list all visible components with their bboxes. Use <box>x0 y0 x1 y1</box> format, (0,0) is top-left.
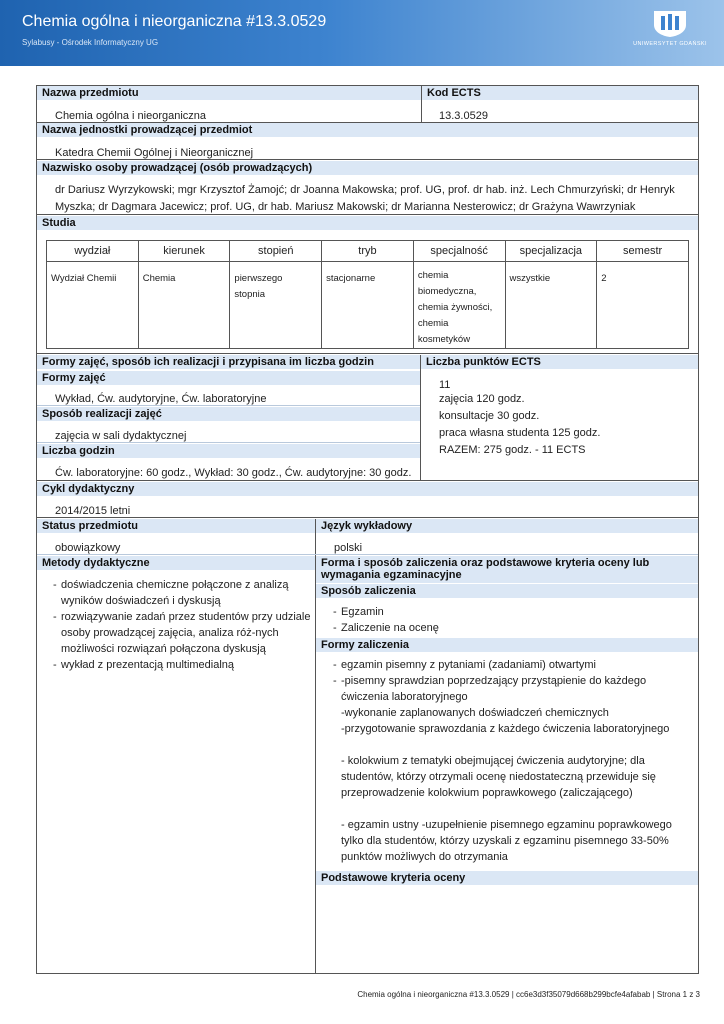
list-item: - doświadczenia chemiczne połączone z analizą wyników doświadczeń i dyskusją <box>53 577 311 609</box>
col-header-kierunek: kierunek <box>138 241 230 262</box>
list-item: - Zaliczenie na ocenę <box>333 620 693 636</box>
cell-kierunek: Chemia <box>138 262 230 349</box>
logo-text: UNIWERSYTET GDAŃSKI <box>633 41 707 47</box>
list-item: - egzamin pisemny z pytaniami (zadaniami) otwartymi <box>333 657 695 673</box>
list-item: - rozwiązywanie zadań przez studentów przy udziale osoby prowadzącej zajęcia, analiza róż-nych możliwości rozwiązań połączona dyskusją <box>53 609 311 657</box>
cell-stopien-line: stopnia <box>234 289 266 300</box>
cell-specjalnosc <box>413 262 505 349</box>
forms-value: Wykład, Ćw. audytoryjne, Ćw. laboratoryjne <box>55 393 267 405</box>
course-name-heading: Nazwa przedmiotu <box>37 86 421 100</box>
studies-heading: Studia <box>37 216 698 230</box>
cell-spec-line: chemia <box>417 318 449 329</box>
table-row <box>47 262 689 349</box>
page-subtitle: Sylabusy - Ośrodek Informatyczny UG <box>22 38 159 47</box>
list-item: - Egzamin <box>333 604 693 620</box>
language-heading: Język wykładowy <box>316 519 698 533</box>
divider <box>37 214 698 215</box>
spacer <box>341 737 695 753</box>
assessment-method-list <box>333 604 693 636</box>
page-footer: Chemia ogólna i nieorganiczna #13.3.0529 | cc6e3d3f35079d668b299bcfe4afabab | Strona 1 z 3 <box>357 990 700 999</box>
cell-spec-line: kosmetyków <box>417 334 471 345</box>
assessment-paragraph: - egzamin ustny -uzupełnienie pisemnego egzaminu poprawkowego tylko dla studentów, którzy uzyskali z egzaminu pisemnego 33-50% punktów możliwych do otrzymania <box>341 819 672 863</box>
studies-header-row <box>47 241 689 262</box>
assessment-heading-line: wymagania egzaminacyjne <box>321 569 462 581</box>
list-item: - wykład z prezentacją multimedialną <box>53 657 311 673</box>
method-value: zajęcia w sali dydaktycznej <box>55 430 187 442</box>
divider <box>37 353 698 354</box>
cell-semestr: 2 <box>597 262 689 349</box>
cycle-heading: Cykl dydaktyczny <box>37 482 698 496</box>
methods-list <box>53 577 311 673</box>
status-value: obowiązkowy <box>55 542 121 554</box>
col-header-semestr: semestr <box>597 241 689 262</box>
method-subheading: Sposób realizacji zajęć <box>37 407 420 421</box>
forms-subheading: Formy zajęć <box>37 371 420 385</box>
divider <box>420 355 421 481</box>
divider <box>37 405 420 406</box>
hours-subheading: Liczba godzin <box>37 444 420 458</box>
col-header-specjalnosc: specjalność <box>413 241 505 262</box>
cell-spec-line: chemia żywności, <box>417 302 493 313</box>
language-value: polski <box>334 542 363 554</box>
assessment-heading <box>316 556 698 583</box>
assessment-heading-line: Forma i sposób zaliczenia oraz podstawowe kryteria oceny lub <box>321 557 650 569</box>
page-header <box>0 0 724 66</box>
ects-line: praca własna studenta 125 godz. <box>439 427 601 439</box>
cell-tryb: stacjonarne <box>322 262 414 349</box>
methods-heading: Metody dydaktyczne <box>37 556 315 570</box>
spacer <box>341 801 695 817</box>
assessment-forms-heading: Formy zaliczenia <box>316 638 698 652</box>
col-header-wydzial: wydział <box>47 241 139 262</box>
col-header-tryb: tryb <box>322 241 414 262</box>
ects-points: 11 <box>439 379 451 391</box>
assessment-form-line: -przygotowanie sprawozdania z każdego ćwiczenia laboratoryjnego <box>341 723 670 735</box>
list-item <box>333 673 695 865</box>
divider <box>37 480 698 481</box>
assessment-form-line: - -pisemny sprawdzian poprzedzający przystąpienie do każdego ćwiczenia laboratoryjnego <box>341 675 647 703</box>
university-logo <box>628 8 712 54</box>
cell-stopien-line: pierwszego <box>234 273 283 284</box>
divider <box>37 554 698 555</box>
university-crest-icon <box>651 8 689 38</box>
divider <box>37 159 698 160</box>
unit-name: Katedra Chemii Ogólnej i Nieorganicznej <box>55 147 254 159</box>
cell-spec-line: chemia <box>417 270 449 281</box>
ects-line: zajęcia 120 godz. <box>439 393 525 405</box>
ects-code-heading: Kod ECTS <box>422 86 698 100</box>
ects-line: konsultacje 30 godz. <box>439 410 540 422</box>
cell-wydzial: Wydział Chemii <box>47 262 139 349</box>
status-heading: Status przedmiotu <box>37 519 315 533</box>
lecturers-line-2: Myszka; dr Dagmara Jacewicz; prof. UG, dr hab. Mariusz Makowski; dr Marianna Nesterowicz; dr Grażyna Wawrzyniak <box>55 201 636 213</box>
course-name: Chemia ogólna i nieorganiczna <box>55 110 207 122</box>
lecturers-line-1: dr Dariusz Wyrzykowski; mgr Krzysztof Żamojć; dr Joanna Makowska; prof. UG, prof. dr hab. inż. Lech Chmurzyński; dr Henryk <box>55 184 675 196</box>
cycle-value: 2014/2015 letni <box>55 505 131 517</box>
studies-table <box>46 240 689 349</box>
cell-stopien <box>230 262 322 349</box>
divider <box>37 442 420 443</box>
forms-heading: Formy zajęć, sposób ich realizacji i przypisana im liczba godzin <box>37 355 420 369</box>
col-header-specjalizacja: specjalizacja <box>505 241 597 262</box>
cell-spec-line: biomedyczna, <box>417 286 477 297</box>
ects-total: RAZEM: 275 godz. - 11 ECTS <box>439 444 586 456</box>
lecturers-heading: Nazwisko osoby prowadzącej (osób prowadzących) <box>37 161 698 175</box>
assessment-form-line: -wykonanie zaplanowanych doświadczeń chemicznych <box>341 707 609 719</box>
ects-points-heading: Liczba punktów ECTS <box>421 355 698 369</box>
assessment-paragraph: - kolokwium z tematyki obejmującej ćwiczenia audytoryjne; dla studentów, którzy otrzymali ocenę niedostateczną przewiduje się przeprowadzenie kolokwium poprawkowego (zaliczającego) <box>341 755 656 799</box>
divider <box>37 517 698 518</box>
hours-value: Ćw. laboratoryjne: 60 godz., Wykład: 30 godz., Ćw. audytoryjne: 30 godz. <box>55 467 412 479</box>
ects-code: 13.3.0529 <box>439 110 488 122</box>
assessment-forms-list <box>333 657 695 865</box>
cell-specjalizacja: wszystkie <box>505 262 597 349</box>
criteria-heading: Podstawowe kryteria oceny <box>316 871 698 885</box>
unit-heading: Nazwa jednostki prowadzącej przedmiot <box>37 123 698 137</box>
col-header-stopien: stopień <box>230 241 322 262</box>
page-title: Chemia ogólna i nieorganiczna #13.3.0529 <box>22 13 327 30</box>
assessment-method-heading: Sposób zaliczenia <box>316 584 698 598</box>
